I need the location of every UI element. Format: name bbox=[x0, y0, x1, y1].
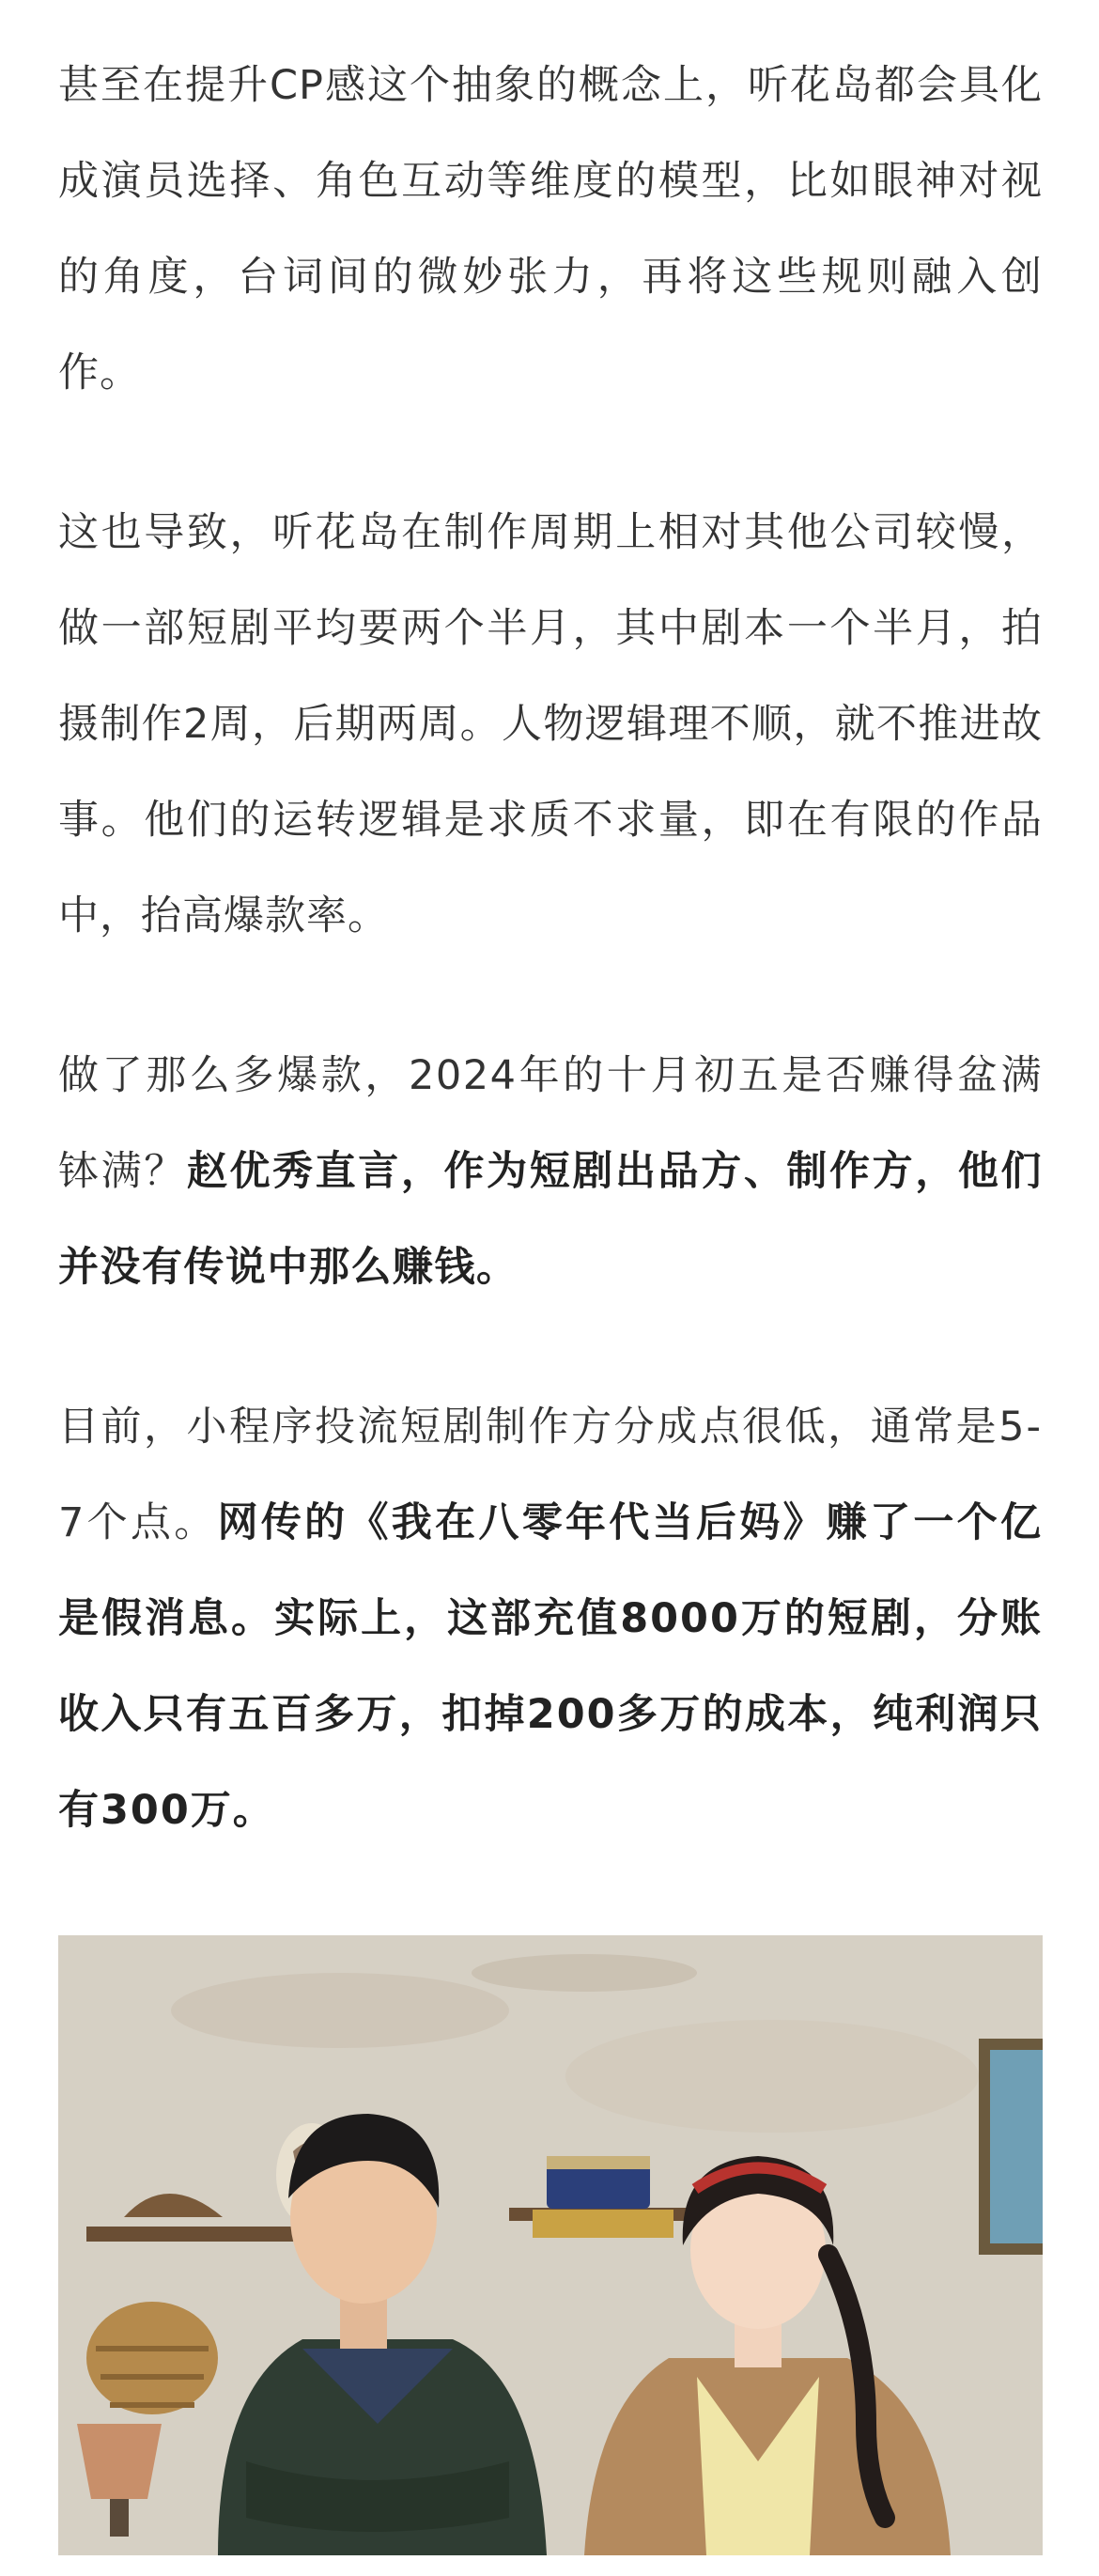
paragraph-3 bbox=[58, 1028, 1043, 1315]
paragraph-4-text: 目前，小程序投流短剧制作方分成点很低，通常是5-7个点。 bbox=[58, 1404, 1043, 1546]
article-body bbox=[58, 38, 1043, 1858]
paragraph-1 bbox=[58, 38, 1043, 421]
table-lamp bbox=[77, 2424, 162, 2499]
paragraph-1-text: 甚至在提升CP感这个抽象的概念上，听花岛都会具化成演员选择、角色互动等维度的模型，比如眼神对视的角度，台词间的微妙张力，再将这些规则融入创作。 bbox=[58, 62, 1043, 396]
paragraph-3-text: 做了那么多爆款，2024年的十月初五是否赚得盆满钵满？ bbox=[58, 1052, 1043, 1195]
paragraph-4-bold-text: 网传的《我在八零年代当后妈》赚了一个亿是假消息。实际上，这部充值8000万的短剧，分账收入只有五百多万，扣掉200多万的成本，纯利润只有300万。 bbox=[58, 1499, 1044, 1834]
photo-illustration bbox=[58, 1935, 1043, 2555]
paragraph-4 bbox=[58, 1379, 1043, 1858]
paragraph-2-text: 这也导致，听花岛在制作周期上相对其他公司较慢，做一部短剧平均要两个半月，其中剧本一个半月，拍摄制作2周，后期两周。人物逻辑理不顺，就不推进故事。他们的运转逻辑是求质不求量，即在有限的作品中，抬高爆款率。 bbox=[58, 509, 1043, 939]
paragraph-3-bold-text: 赵优秀直言，作为短剧出品方、制作方，他们并没有传说中那么赚钱。 bbox=[58, 1148, 1044, 1291]
article-photo[interactable] bbox=[58, 1935, 1043, 2555]
woven-basket bbox=[86, 2302, 218, 2414]
paragraph-2 bbox=[58, 485, 1043, 964]
